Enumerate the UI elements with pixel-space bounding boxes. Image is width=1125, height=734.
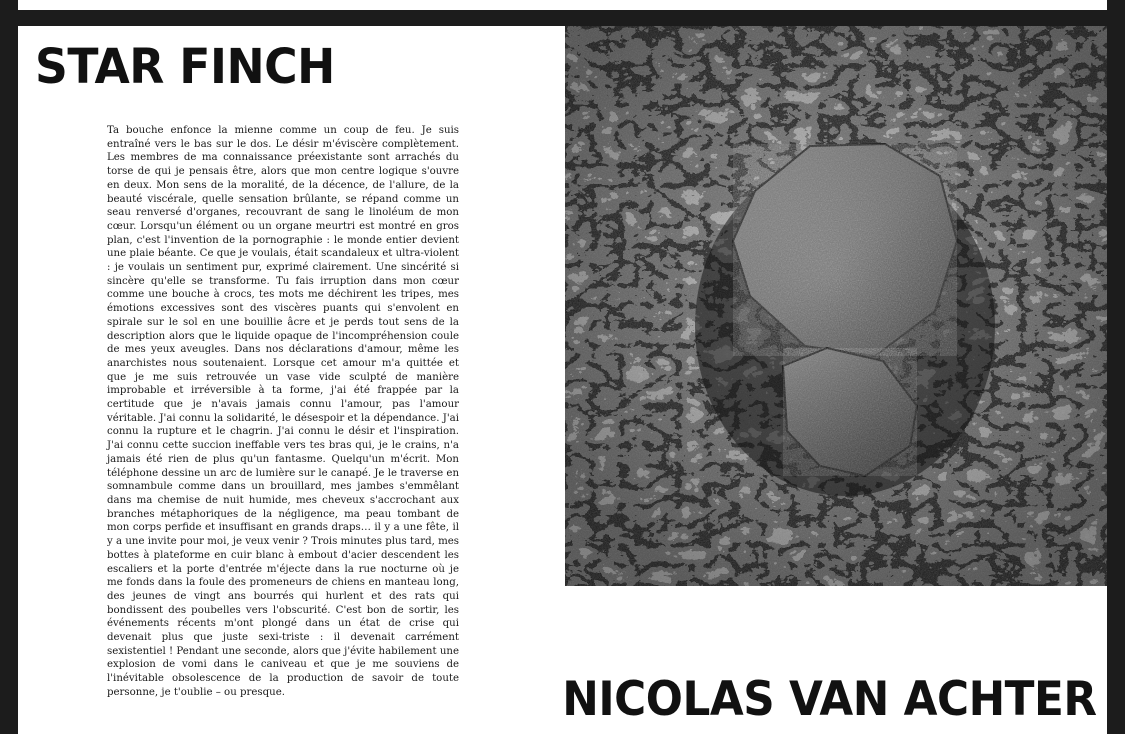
article-title: STAR FINCH — [35, 39, 335, 95]
previous-page-edge — [18, 0, 1107, 10]
rock-photo-illustration — [565, 26, 1107, 586]
rock-photograph — [565, 26, 1107, 586]
article-body: Ta bouche enfonce la mienne comme un coup de feu. Je suis entraîné vers le bas sur le dos. Le désir m'éviscère complètement. Les membres de ma connaissance préexistante sont arrachés du torse de qui je pensais être, alors que mon centre logique s'ouvre en deux. Mon sens de la moralité, de la décence, de l'allure, de la beauté viscérale, quelle sensation brûlante, se répand comme un seau renversé d'organes, recouvrant de sang le linoléum de mon cœur. Lorsqu'un élément ou un organe meurtri est montré en gros plan, c'est l'invention de la pornographie : le monde entier devient une plaie béante. Ce que je voulais, était scandaleux et ultra-violent : je voulais un sentiment pur, exprimé clairement. Une sincérité si sincère qu'elle se transforme. Tu fais irruption dans mon cœur comme une bouche à crocs, tes mots me déchirent les tripes, mes émotions excessives sont des viscères puants qui s'envolent en spirale sur le sol en une bouillie âcre et je perds tout sens de la description alors que le liquide opaque de l'incompréhension coule de mes yeux aveugles. Dans nos déclarations d'amour, même les anarchistes nous soutenaient. Lorsque cet amour m'a quittée et que je me suis retrouvée un vase vide sculpté de manière improbable et irréversible à ta forme, j'ai été frappée par la certitude que je n'avais jamais connu l'amour, pas l'amour véritable. J'ai connu la solidarité, le désespoir et la dépendance. J'ai connu la rupture et le chagrin. J'ai connu le désir et l'inspiration. J'ai connu cette succion ineffable vers tes bras qui, je le crains, n'a jamais été rien de plus qu'un fantasme. Quelqu'un m'écrit. Mon téléphone dessine un arc de lumière sur le canapé. Je le traverse en somnambule comme dans un brouillard, mes jambes s'emmêlant dans ma chemise de nuit humide, mes cheveux s'accrochant aux branches métaphoriques de la négligence, ma peau tombant de mon corps perfide et insuffisant en grands draps… il y a une fête, il y a une invite pour moi, je veux venir ? Trois minutes plus tard, mes bottes à plateforme en cuir blanc à embout d'acier descendent les escaliers et la porte d'entrée m'éjecte dans la rue nocturne où je me fonds dans la foule des promeneurs de chiens en manteau long, des jeunes de vingt ans bourrés qui hurlent et des rats qui bondissent des poubelles vers l'obscurité. C'est bon de sortir, les événements récents m'ont plongé dans un état de crise qui devenait plus que juste sexi-triste : il devenait carrément sexistentiel ! Pendant une seconde, alors que j'évite habilement une explosion de vomi dans le caniveau et que je me souviens de l'inévitable obsolescence de la production de savoir de toute personne, je t'oublie – ou presque. — [107, 125, 460, 698]
author-name: NICOLAS VAN ACHTER — [562, 672, 1097, 727]
magazine-spread — [18, 26, 1107, 734]
